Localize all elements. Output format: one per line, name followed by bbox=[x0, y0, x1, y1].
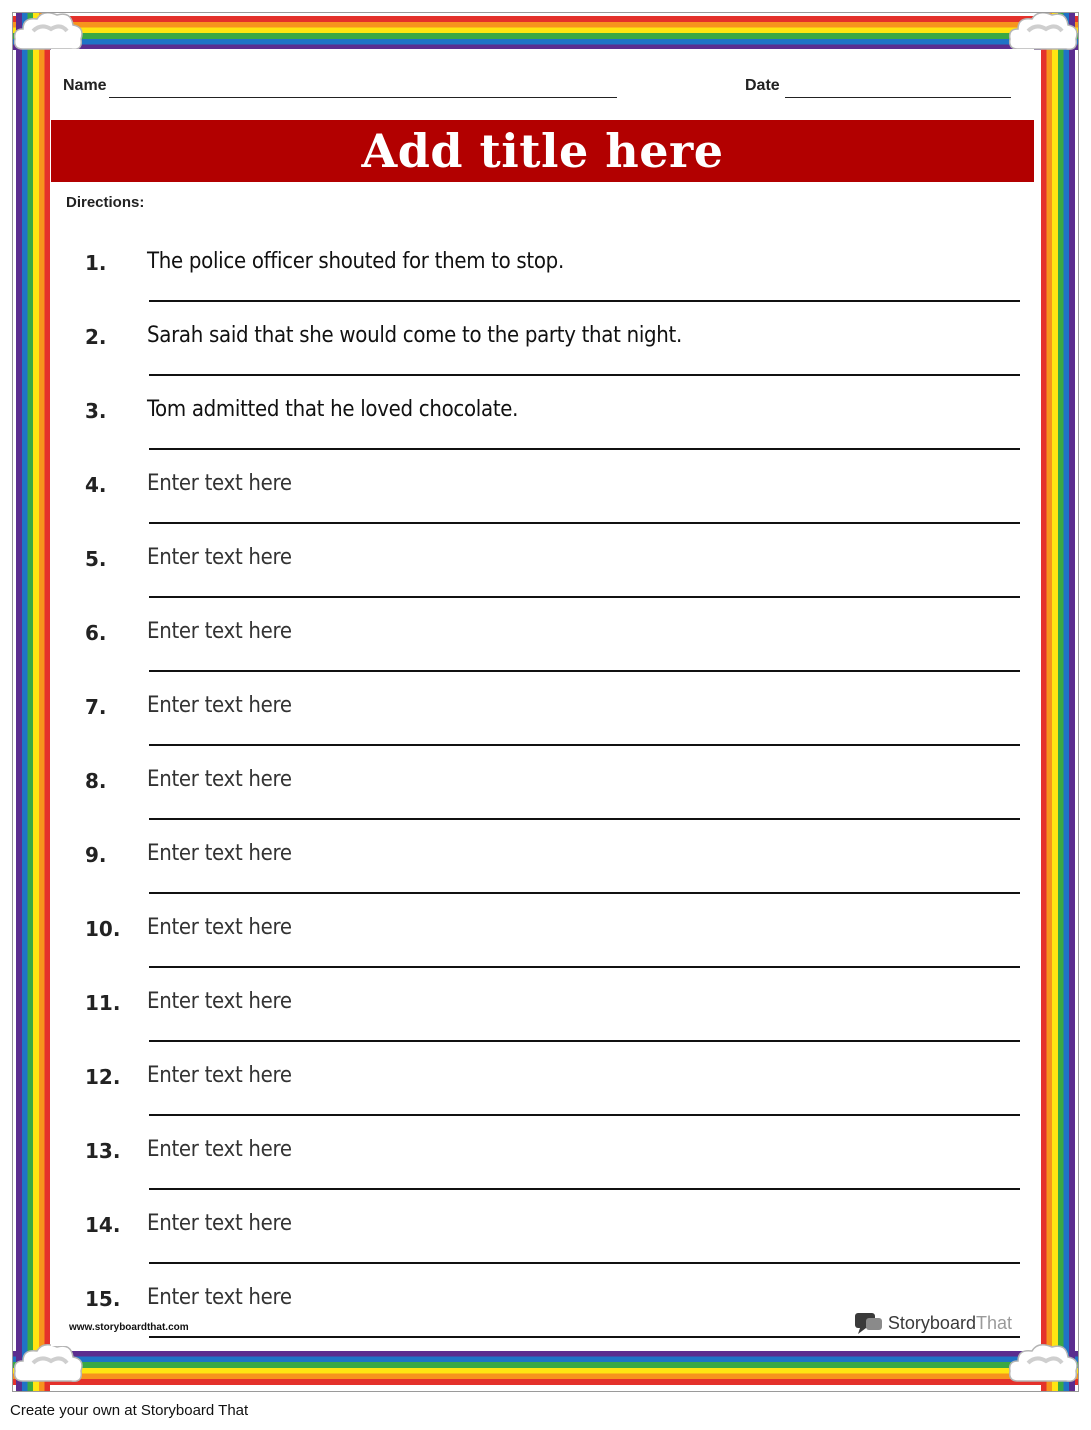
question-text[interactable]: Enter text here bbox=[147, 915, 292, 940]
question-text[interactable]: Enter text here bbox=[147, 693, 292, 718]
directions-label[interactable]: Directions: bbox=[66, 194, 145, 211]
storyboardthat-logo bbox=[850, 1310, 1016, 1336]
question-text[interactable]: Enter text here bbox=[147, 1211, 292, 1236]
question-item bbox=[51, 917, 1034, 991]
answer-line[interactable] bbox=[149, 596, 1020, 598]
question-number: 13. bbox=[85, 1139, 121, 1163]
question-number: 7. bbox=[85, 695, 107, 719]
question-item bbox=[51, 251, 1034, 325]
question-item bbox=[51, 769, 1034, 843]
question-item bbox=[51, 621, 1034, 695]
question-number: 8. bbox=[85, 769, 107, 793]
question-text[interactable]: Sarah said that she would come to the party that night. bbox=[147, 323, 682, 348]
question-number: 14. bbox=[85, 1213, 121, 1237]
question-item bbox=[51, 1139, 1034, 1213]
answer-line[interactable] bbox=[149, 818, 1020, 820]
name-field[interactable] bbox=[109, 97, 617, 98]
question-number: 2. bbox=[85, 325, 107, 349]
question-number: 5. bbox=[85, 547, 107, 571]
question-number: 4. bbox=[85, 473, 107, 497]
question-number: 12. bbox=[85, 1065, 121, 1089]
name-date-row bbox=[63, 77, 1022, 103]
answer-line[interactable] bbox=[149, 1336, 1020, 1338]
question-item bbox=[51, 695, 1034, 769]
question-item bbox=[51, 547, 1034, 621]
question-text[interactable]: The police officer shouted for them to stop. bbox=[147, 249, 564, 274]
answer-line[interactable] bbox=[149, 300, 1020, 302]
date-field[interactable] bbox=[785, 97, 1011, 98]
question-item bbox=[51, 1213, 1034, 1287]
question-number: 10. bbox=[85, 917, 121, 941]
question-text[interactable]: Tom admitted that he loved chocolate. bbox=[147, 397, 519, 422]
worksheet-page bbox=[12, 12, 1079, 1392]
answer-line[interactable] bbox=[149, 670, 1020, 672]
question-number: 6. bbox=[85, 621, 107, 645]
answer-line[interactable] bbox=[149, 1188, 1020, 1190]
answer-line[interactable] bbox=[149, 374, 1020, 376]
question-item bbox=[51, 325, 1034, 399]
answer-line[interactable] bbox=[149, 1114, 1020, 1116]
question-number: 1. bbox=[85, 251, 107, 275]
question-number: 11. bbox=[85, 991, 121, 1015]
credit-text: Create your own at Storyboard That bbox=[10, 1402, 249, 1419]
logo-main-text: Storyboard bbox=[887, 1312, 976, 1333]
question-number: 3. bbox=[85, 399, 107, 423]
rainbow-border-right bbox=[1041, 13, 1075, 1391]
worksheet-content bbox=[51, 49, 1034, 1346]
question-item bbox=[51, 399, 1034, 473]
answer-line[interactable] bbox=[149, 1040, 1020, 1042]
date-label: Date bbox=[745, 77, 780, 94]
question-text[interactable]: Enter text here bbox=[147, 471, 292, 496]
question-text[interactable]: Enter text here bbox=[147, 989, 292, 1014]
answer-line[interactable] bbox=[149, 892, 1020, 894]
question-number: 15. bbox=[85, 1287, 121, 1311]
question-item bbox=[51, 991, 1034, 1065]
question-item bbox=[51, 1065, 1034, 1139]
question-item bbox=[51, 473, 1034, 547]
name-label: Name bbox=[63, 77, 107, 94]
question-text[interactable]: Enter text here bbox=[147, 1137, 292, 1162]
question-number: 9. bbox=[85, 843, 107, 867]
rainbow-border-top bbox=[13, 16, 1078, 50]
question-text[interactable]: Enter text here bbox=[147, 619, 292, 644]
question-text[interactable]: Enter text here bbox=[147, 767, 292, 792]
speech-bubble-icon bbox=[854, 1311, 884, 1335]
answer-line[interactable] bbox=[149, 966, 1020, 968]
logo-text bbox=[888, 1313, 1012, 1334]
question-text[interactable]: Enter text here bbox=[147, 1063, 292, 1088]
title-banner bbox=[51, 120, 1034, 182]
rainbow-border-left bbox=[16, 13, 50, 1391]
answer-line[interactable] bbox=[149, 1262, 1020, 1264]
answer-line[interactable] bbox=[149, 744, 1020, 746]
question-text[interactable]: Enter text here bbox=[147, 545, 292, 570]
page-title[interactable]: Add title here bbox=[361, 124, 724, 178]
question-text[interactable]: Enter text here bbox=[147, 841, 292, 866]
question-text[interactable]: Enter text here bbox=[147, 1285, 292, 1310]
logo-light-text: That bbox=[975, 1312, 1012, 1333]
answer-line[interactable] bbox=[149, 448, 1020, 450]
answer-line[interactable] bbox=[149, 522, 1020, 524]
footer-url: www.storyboardthat.com bbox=[69, 1322, 189, 1333]
question-item bbox=[51, 843, 1034, 917]
